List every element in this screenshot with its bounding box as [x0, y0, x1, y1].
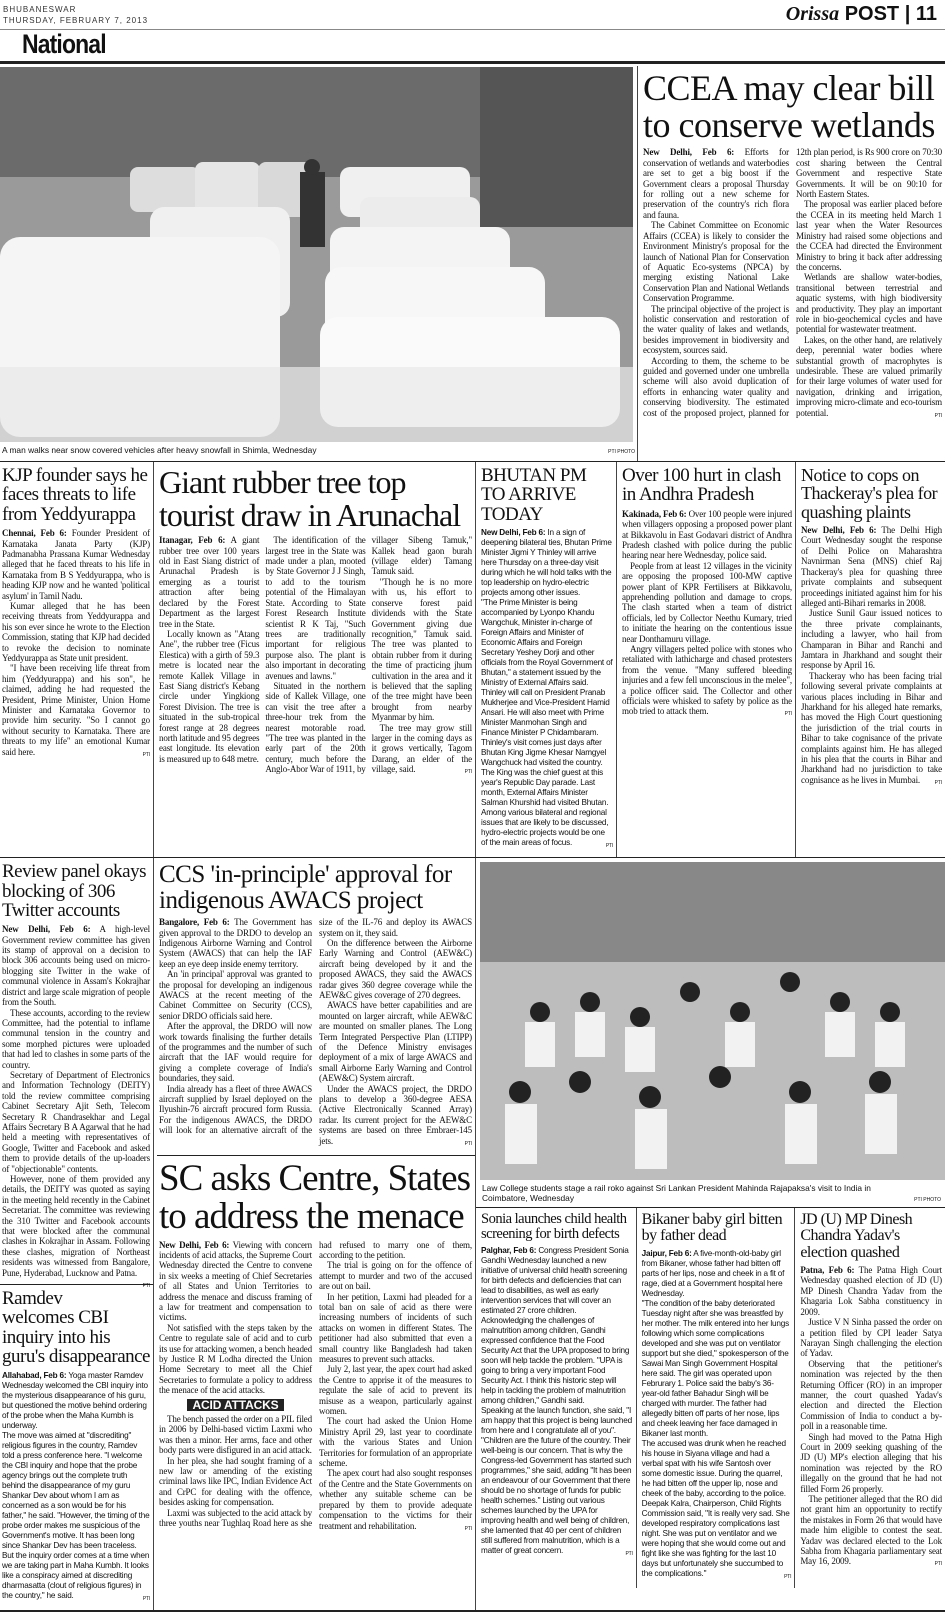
paragraph-text: India already has a fleet of three AWACS aircraft supplied by Israel deployed on the Ilyushin-76 aircraft procured form Russia. For the indigenous AWACS, the DRDO will look for an alternative aircraft of the size of the IL-76 and deploy its AWACS system on it, they said. — [159, 917, 472, 1136]
brand-name: POST — [844, 3, 900, 25]
paragraph — [319, 1364, 472, 1416]
paragraph — [643, 220, 789, 303]
bikaner-headline: Bikaner baby girl bitten by father dead — [641, 1211, 783, 1245]
paragraph-text: Lakes, on the other hand, are relatively deep, perennial water bodies where substantial growth of macrophytes is undesirable. These are valued primarily for their large volumes of water used for navigation, drinking and irrigation, improving micro-climate and eco-tourism potential. — [796, 334, 942, 418]
paragraph — [2, 1431, 150, 1601]
row-middle — [0, 462, 945, 858]
rubber-headline: Giant rubber tree top tourist draw in Arunachal — [159, 464, 461, 533]
photo2-caption-line — [476, 1180, 945, 1207]
paragraph — [319, 1416, 472, 1468]
photo2-credit: PTI PHOTO — [914, 1197, 941, 1204]
paragraph-text: The move was aimed at "discrediting" religious figures in the country, Ramdev told a press conference here. "I welcome the CBI inquiry and hope that the probe agency brings out the complete truth behind the disappearance of my guru Shankar Dev about whom I am as concerned as a son would be for his father," he said. "However, the timing of the probe order makes me suspicious of the Government's motive. It has been long since Shankar Dev has been traceless. But the inquiry order comes at a time when we are taking part in Maha Kumbh. It looks like a conspiracy aimed at discrediting dharmasatta (clout of religious figures) in the country," he said. — [2, 1430, 150, 1600]
paragraph-text: Justice Sunil Gaur issued notices to the three private complainants, including a lawyer, who hail from Champaran in Bihar and Ranchi and Jamtara in Jharkhand and sought their response by April 16. — [801, 608, 942, 671]
city: BHUBANESWAR — [3, 5, 77, 14]
ramdev-headline: Ramdev welcomes CBI inquiry into his guru's disappearance — [2, 1288, 150, 1368]
paragraph — [800, 1432, 942, 1494]
bhutan-headline: BHUTAN PM TO ARRIVE TODAY — [481, 465, 587, 525]
awacs-block — [159, 862, 472, 1149]
paragraph-text: The petitioner alleged that the RO did not grant him an opportunity to rectify the mistakes in Form 26 that would have made him eligible to contest the seat. Yadav was declared elected to the Lok Sabha from Khagaria parliamentary seat May 16, 2009. — [800, 1494, 942, 1567]
paragraph — [159, 535, 259, 629]
ccea-block — [637, 66, 945, 461]
paragraph-text: Kumar alleged that he has been receiving threats from Yeddyurappa and his son ever since he wrote to the Election Commission, stating that KJP had decided to revoke the decision to nominate Yeddyurappa as State unit president. — [2, 600, 150, 663]
dateline: Kakinada, Feb 6: — [622, 508, 687, 519]
credit: PTI — [625, 1550, 633, 1557]
credit: PTI — [142, 1283, 150, 1290]
paragraph — [2, 1070, 150, 1174]
paragraph — [481, 598, 613, 848]
brand-italic: Orissa — [785, 3, 840, 25]
tag-label: ACID ATTACKS — [187, 1399, 285, 1411]
middle-stack — [153, 858, 475, 1609]
paragraph-text: Speaking at the launch function, she said, "I am happy that this project is being launched from here and I congratulate all of you". "Children are the future of the country. Their well-being is our concern. That is why the Congress-led Government has started such programmes," she said, adding "It has been an endeavour of our Government that there should be no shortage of funds for public health schemes." Listing out various schemes launched by the UPA for improving health and well being of children, she lamented that 40 per cent of children still suffered from malnutrition, which is a matter of great concern. — [481, 1405, 632, 1555]
dateline: New Delhi, Feb 6: — [643, 147, 735, 158]
acid-headline: SC asks Centre, States to address the menace — [159, 1158, 470, 1237]
dateline: Jaipur, Feb 6: — [641, 1248, 692, 1258]
paragraph-text: "The Prime Minister is being accompanied by Lyonpo Khandu Wangchuk, Minister in-charge of Foreign Affairs and Minister of Economic Affairs and Foreign Secretary Yeshey Dorji and other officials from the Royal Government of Bhutan," a statement issued by the Ministry of External Affairs said. Thinley will call on President Pranab Mukherjee and Vice-President Hamid Ansari. He will also meet with Prime Minister Manmohan Singh and Finance Minister P Chidambaram. Thinley's visit comes just days after Bhutan King Jigme Khesar Namgyel Wangchuck had visited the country. The King was the chief guest at this year's Republic Day parade. Last month, External Affairs Minister Salman Khurshid had visited Bhutan. Among various bilateral and regional issues that are likely to be discussed, hydro-electric projects would be one of the main areas of focus. — [481, 598, 613, 848]
dateline: New Delhi, Feb 6: — [481, 528, 546, 538]
dateline: New Delhi, Feb 6: — [2, 924, 91, 935]
paragraph-text: Founder President of Karnataka Janata Party (KJP) Padmanabha Prassana Kumar Wednesday alleged that he faced threats to his life in Karnataka from B S Yeddyurappa, who is heading KJP now and he wanted 'political asylum' in Tamil Nadu. — [2, 528, 150, 601]
andhra-block — [616, 462, 795, 857]
paragraph-text: The Patna High Court Wednesday quashed election of JD (U) MP Dinesh Chandra Yadav from the Khagaria Lok Sabha constituency in 2009. — [800, 1265, 942, 1317]
date: THURSDAY, FEBRUARY 7, 2013 — [3, 16, 149, 25]
paragraph — [159, 1240, 312, 1323]
paragraph-text: In a sign of deepening bilateral ties, Bhutan Prime Minister Jigmi Y Thinley will arrive here Thursday on a three-day visit during which he will hold talks with the top leadership on hydro-electric projects among other issues. — [481, 528, 612, 598]
paragraph — [796, 272, 942, 334]
paragraph-text: Wetlands are shallow water-bodies, transitional between terrestrial and aquatic systems, with high biodiversity and productivity. They play an important role in bio-geochemical cycles and have potential for wastewater treatment. — [796, 272, 942, 335]
dateline: Itanagar, Feb 6: — [159, 535, 226, 546]
paragraph-text: Yoga master Ramdev Wednesday welcomed the CBI inquiry into the mysterious disappearance of his guru, but questioned the motive behind ordering of the probe when the Maha Kumbh is underway. — [2, 1370, 148, 1430]
sonia-headline: Sonia launches child health screening for birth defects — [481, 1211, 627, 1242]
paragraph-text: The accused was drunk when he reached his house in Siyana village and had a verbal spat with his wife Santosh over some domestic issue. During the quarrel, he had bitten off the upper lip, nose and cheek of the baby, according to the police. Deepak Kalra, Chairperson, Child Rights Commission said, "It is really very sad. She developed respiratory complications last night. She was put on ventilator and we were hoping that she would come out and fight like she was fighting for the last 10 days but unfortunately she succumbed to the complications." — [641, 1438, 790, 1578]
paragraph — [801, 525, 942, 608]
row-bottom — [0, 858, 945, 1609]
paragraph-text: However, none of them provided any details, the DEITY was quoted as saying in the meeting held recently in the Cabinet Secretariat. The committee was reviewing the 310 Twitter and Facebook accounts that were blocked after the communal clashes in Kokrajhar in Assam. Following these clashes, migration of Northeast residents was witnessed from Bangalore, Pune, Hyderabad, Lucknow and Patna. — [2, 1174, 150, 1278]
paragraph-text: Laxmi was subjected to the acid attack by three youths near Tughlaq Road here as she had refused to marry one of them, according to the petition. — [159, 1239, 472, 1529]
sonia-block — [476, 1208, 636, 1588]
andhra-headline: Over 100 hurt in clash in Andhra Pradesh — [622, 465, 781, 506]
row-top — [0, 66, 945, 462]
paragraph-text: "I have been receiving life threat from him (Yeddyurappa) and his son", he claimed, adding he had requested the President, Prime Minister, Union Home Minister and Karnataka Governor to provide him security. "So I cannot go without security to Karnataka. There are threats to my life" an emotional Kumar said here. — [2, 663, 150, 757]
acid-block — [159, 1160, 472, 1534]
right-stack — [475, 858, 945, 1609]
paragraph — [2, 1174, 150, 1290]
paragraph-text: Under the AWACS project, the DRDO plans to develop a 360-degree AESA (Active Electronically Scanned Array) radar. Its current project for the AEW&C systems are based on three Embraer-145 jets. — [319, 1083, 472, 1146]
paragraph-text: People from at least 12 villages in the vicinity are opposing the proposed 100-MW captive power plant of KPR Fertilisers at Bikkavolu, apprehending pollution and damage to crops. The clash started when a team of district officials, led by Collector Neethu Kumary, tried to initiate the hearing on the contentious issue near Donthamuru village. — [622, 560, 792, 644]
paragraph-text: Situated in the northern side of Kallek Village, one can visit the tree after a three-hour trek from the nearest motorable road. "The tree was planted in the early part of the 20th century, much before the Anglo-Abor War of 1911, by villager Sibeng Tamuk," Kallek head gaon burah (village elder) Tamang Tamuk said. — [265, 535, 472, 775]
paragraph — [2, 663, 150, 757]
paragraph-text: The trial is going on for the offence of attempt to murder and two of the accused are out on bail. — [319, 1260, 472, 1292]
dateline: Palghar, Feb 6: — [481, 1245, 537, 1255]
paragraph — [800, 1494, 942, 1567]
awacs-article — [159, 917, 472, 1149]
paragraph — [481, 528, 613, 598]
paragraph-text: On the difference between the Airborne Early Warning and Control (AEW&C) aircraft being developed by it and the proposed AWACS, they said the AWACS radar gives 360 degree coverage while the AEW&C gives coverage of 270 degrees. — [319, 937, 472, 1000]
paragraph — [159, 1021, 312, 1083]
bikaner-block — [636, 1208, 795, 1588]
snow-photo — [0, 67, 633, 442]
paragraph — [2, 1008, 150, 1070]
dateline: New Delhi, Feb 6: — [159, 1239, 230, 1250]
paragraph-text: Acknowledging the challenges of malnutrition among children, Gandhi expressed confidence that the Food Security Act that the UPA proposed to bring soon will help tackle the problem. "UPA is going to bring a very important Food Security Act. I think this historic step will help in tackling the problem of malnutrition among children," Gandhi said. — [481, 1315, 630, 1405]
paragraph — [2, 924, 150, 1007]
paragraph-text: Locally known as "Atang Ane", the rubber tree (Ficus Elestica) with a girth of 59.3 metre is located near the remote Kallek Village in East Siang district's Kebang circle under Yingkiong Forest Division. The tree is situated in the sub-tropical forest range at 28 degrees north latitude and 95 degrees east longitude. Its elevation is measured up to 648 metre. — [159, 628, 260, 764]
paragraph-text: "The condition of the baby deteriorated Tuesday night after she was breastfed by her mother. The milk entered into her lungs following which some complications developed and she was put on ventilator support but she died," spokesperson of the Sawai Man Singh Government Hospital here said. The girl was operated upon Februrary 1. Police said the baby's 36-year-old father Bahadur Singh will be charged with murder. The father had allegedly bitten off parts of her nose, lips and cheek leaving her face damaged in Bikaner last month. — [641, 1298, 790, 1438]
ccea-headline: CCEA may clear bill to conserve wetlands — [643, 68, 935, 145]
paragraph — [2, 1371, 150, 1431]
acid-article — [159, 1240, 472, 1534]
rubber-block — [153, 462, 475, 857]
paragraph-text: The proposal was earlier placed before the CCEA in its meeting held March 1 last year when the Water Resources Ministry had raised some objections and the CCEA had directed the Environment Ministry to bring it back after addressing the concerns. — [796, 199, 942, 272]
paragraph-text: Angry villagers pelted police with stones who retaliated with lathicharge and chased protesters from the venue. "Many suffered bleeding injuries and a few fell unconscious in the melee", a police officer said. The Collector and other officials were whisked to safety by police as the mob tried to attack them. — [622, 644, 792, 717]
jdu-block — [794, 1208, 945, 1588]
paragraph-text: A five-month-old-baby girl from Bikaner, whose father had bitten off parts of her lips, nose and cheek in a fit of rage, died at a Government hospital here Wednesday. — [641, 1248, 785, 1298]
dateline: Bangalore, Feb 6: — [159, 917, 230, 928]
paragraph-text: The identification of the largest tree in the State was made under a plan, mooted by State Governor J J Singh, to add to the tourism potential of the Himalayan State. According to State Forest Research Institute scientist R K Taj, "Such trees are traditionally important for religious purpose also. The plant is also important in decorating avenues and lawns." — [265, 535, 366, 681]
credit: PTI — [464, 1525, 472, 1532]
paragraph-text: In her plea, she had sought framing of a new law or amending of the existing criminal laws like IPC, Indian Evidence Act and CrPC for dealing with the offence, besides asking for compensation. — [159, 1455, 312, 1508]
credit: PTI — [464, 769, 472, 776]
page-number: | 11 — [904, 3, 937, 25]
paragraph-text: Not satisfied with the steps taken by the Centre to regulate sale of acid and to curb its use for attacking women, a bench headed by Justice R M Lodha directed the Union Home Secretary to meet all the Chief Secretaries to formulate a policy to address the menace of the acid attacks. — [159, 1322, 312, 1396]
kjp-block — [0, 462, 153, 857]
credit: PTI — [784, 1573, 792, 1580]
paragraph — [372, 577, 472, 723]
paragraph-text: Congress President Sonia Gandhi Wednesday launched a new initiative of universal child health screening for birth defects and deficiencies that can lead to disabilities, as well as early intervention services that will cover an estimated 27 crore children. — [481, 1245, 629, 1315]
paragraph-text: "Though he is no more with us, his effort to conserve forest paid dividends with the State Government giving due recognition," Tamuk said. The tree was planted to obtain rubber from it during the time of practicing jhum cultivation in the area and it is believed that the sapling of the tree might have been brought from nearby Myanmar by him. — [371, 576, 472, 723]
credit: PTI — [605, 843, 613, 850]
jdu-headline: JD (U) MP Dinesh Chandra Yadav's election quashed — [800, 1211, 913, 1261]
paragraph — [800, 1317, 942, 1359]
paragraph — [159, 1414, 312, 1456]
dateline: Allahabad, Feb 6: — [2, 1370, 67, 1380]
rubber-article — [159, 535, 472, 777]
paragraph — [319, 1292, 472, 1365]
credit: PTI — [934, 1561, 942, 1568]
paragraph-text: Singh had moved to the Patna High Court in 2009 seeking quashing of the JD (U) MP's election alleging that his nomination was rejected by the RO illegally on the ground that he had not filled Form 26 properly. — [800, 1431, 942, 1494]
paragraph-text: Observing that the petitioner's nomination was rejected by the then Returning Officer (RO) in an improper manner, the court quashed Yadav's election and directed the Election Commission of India to conduct a by-poll in a reasonable time. — [800, 1358, 942, 1432]
paragraph — [159, 969, 312, 1021]
photo2-caption: Law College students stage a rail roko against Sri Lankan President Mahinda Rajapaksa's visit to India in Coimbatore, Wednesday — [482, 1183, 871, 1204]
left-stack — [0, 858, 153, 1609]
photo1-caption: A man walks near snow covered vehicles after heavy snowfall in Shimla, Wednesday — [2, 445, 317, 455]
paragraph — [800, 1359, 942, 1432]
twitter-headline: Review panel okays blocking of 306 Twitter accounts — [2, 861, 147, 921]
paragraph — [372, 723, 472, 775]
paragraph-text: The apex court had also sought responses of the Centre and the State Governments on whether any suitable scheme can be prepared by them to provide adequate compensation to the victims for their treatment and rehabilitation. — [319, 1468, 472, 1531]
paragraph-text: In her petition, Laxmi had pleaded for a total ban on sale of acid as there were increasing numbers of incidents of such attacks on women in different States. The petitioner had also submitted that even a small country like Bangladesh had taken measures to prevent such attacks. — [319, 1291, 472, 1364]
paragraph — [642, 1439, 792, 1579]
paragraph — [643, 147, 789, 220]
paragraph-text: The bench passed the order on a PIL filed in 2006 by Delhi-based victim Laxmi who was then a minor. Her arms, face and other body parts were disfigured in an acid attack. — [159, 1414, 312, 1456]
paragraph — [319, 1468, 472, 1530]
paragraph — [800, 1265, 942, 1317]
paragraph — [159, 917, 312, 969]
dateline: Patna, Feb 6: — [800, 1265, 855, 1276]
paragraph — [801, 671, 942, 785]
paragraph — [796, 199, 942, 272]
paragraph-text: Secretary of Department of Electronics and Information Technology (DEITY) told the review committee comprising Cabinet Secretary Ajit Seth, Telecom Secretary R Chandrasekhar and Legal Affairs Secretary B A Agarwal that he had held a meeting with representatives of Google, Twitter and Facebook and asked them to provide details of the up-loaders of "objectionable" contents. — [2, 1069, 150, 1174]
right-bottom-row — [476, 1207, 945, 1588]
credit: PTI — [784, 711, 792, 718]
thackeray-headline: Notice to cops on Thackeray's plea for quashing plaints — [801, 465, 938, 522]
paragraph — [159, 1456, 312, 1508]
twitter-block — [2, 861, 150, 1290]
paragraph — [622, 509, 792, 561]
photo1-block — [0, 66, 637, 461]
kjp-headline: KJP founder says he faces threats to life from Yeddyurappa — [2, 465, 148, 525]
bikaner-article — [642, 1249, 792, 1579]
paragraph-text: Efforts for conservation of wetlands and waterbodies are set to get a big boost if the Government clears a proposal Thursday for rolling out a new scheme for preservation of the country's rich flora and fauna. — [643, 147, 789, 220]
bhutan-block — [475, 462, 616, 857]
paragraph — [319, 1260, 472, 1291]
paragraph-text: Over 100 people were injured when villagers opposing a proposed power plant at Bikkavolu in East Godavari district of Andhra Pradesh clashed with police during the public hearing near here Wednesday, police said. — [622, 508, 792, 561]
sonia-article — [481, 1246, 633, 1556]
paragraph — [319, 1000, 472, 1083]
paragraph — [159, 629, 259, 764]
paragraph — [265, 535, 365, 681]
paragraph — [796, 335, 942, 418]
andhra-article — [622, 509, 792, 717]
paragraph — [801, 608, 942, 670]
credit: PTI — [934, 412, 942, 419]
paragraph — [642, 1249, 792, 1299]
kjp-article — [2, 528, 150, 757]
photo1-credit: PTI PHOTO — [608, 449, 635, 455]
paragraph-text: Justice V N Sinha passed the order on a petition filed by CPI leader Satya Narayan Singh challenging the election of Yadav. — [800, 1317, 942, 1359]
paragraph — [643, 304, 789, 356]
credit: PTI — [934, 779, 942, 786]
paragraph — [481, 1246, 633, 1316]
acid-attacks-tag — [159, 1399, 312, 1411]
paragraph-text: The Government has given approval to the DRDO to develop an Indigenous Airborne Warning and Control System (AWACS) that can help the IAF keep an eye deep inside enemy territory. — [159, 917, 313, 969]
paragraph-text: According to them, the scheme to be guided and governed under one umbrella scheme will also avoid duplication of efforts in enhancing water quality and conserving biodiversity. The estimated cost of the proposed project, planned for 12th plan period, is Rs 900 crore on 70:30 cost sharing between the Central Government and respective State Governments. It will be on 90:10 for North Eastern States. — [643, 147, 942, 418]
paragraph-text: These accounts, according to the review Committee, had the potential to inflame communal tension in the country and some morphed pictures were uploaded that had led to clashes in some parts of the country. — [2, 1007, 150, 1070]
paragraph-text: The Delhi High Court Wednesday sought the response of Delhi Police on Maharashtra Navnirman Sena (MNS) chief Raj Thackeray's plea for quashing three private complaints and subsequent proceedings initiated against him for his alleged anti-Bihari remarks in 2008. — [801, 525, 943, 608]
protest-photo — [480, 862, 945, 1180]
awacs-headline: CCS 'in-principle' approval for indigenous AWACS project — [159, 861, 452, 914]
paragraph — [481, 1406, 633, 1556]
paragraph-text: Thackeray who has been facing trial following several private complaints at various places including in Bihar and Jharkhand for his alleged hate remarks, has moved the High Court questioning the jurisdiction of the trial courts in Bihar to take cognisance of the private complaints against him. He has alleged in his plea that the courts in Bihar and Jharkhand had no jurisdiction to take cognisance as he lives in Mumbai. — [801, 670, 942, 785]
paragraph — [481, 1316, 633, 1406]
ccea-article — [643, 147, 942, 421]
paragraph — [159, 1323, 312, 1396]
paragraph — [2, 601, 150, 663]
paragraph-text: AWACS have better capabilities and are mounted on larger aircraft, while AEW&C are mounted on smaller planes. The Long Term Integrated Perspective Plan (LTIPP) of the Defence Ministry envisages deployment of a mix of large AWACS and small Airborne Early Warning and Control (AEW&C) System aircraft. — [319, 1000, 472, 1084]
paragraph-text: An 'in principal' approval was granted to the proposal for developing an indigenous AWACS at the recent meeting of the Cabinet Committee on Security (CCS), senior DRDO officials said here. — [159, 969, 312, 1021]
paragraph — [319, 1084, 472, 1146]
paragraph — [319, 938, 472, 1000]
paragraph — [622, 561, 792, 644]
dateline: Chennai, Feb 6: — [2, 528, 67, 539]
paragraph-text: July 2, last year, the apex court had asked the Centre to apprise it of the measures to regulate the sale of acid to prevent its misuse as a weapon, particularly against women. — [319, 1364, 472, 1417]
paragraph — [642, 1299, 792, 1439]
ramdev-block — [2, 1289, 150, 1601]
credit: PTI — [464, 1140, 472, 1147]
jdu-article — [800, 1265, 942, 1567]
thackeray-article — [801, 525, 942, 785]
credit: PTI — [142, 751, 150, 758]
paragraph-text: The principal objective of the project is holistic conservation and restoration of the water quality of lakes and wetlands, besides improvement in biodiversity and ecosystem, sources said. — [643, 303, 789, 356]
paragraph — [622, 644, 792, 717]
thackeray-block — [795, 462, 945, 857]
paragraph — [2, 528, 150, 601]
section-title: National — [22, 29, 106, 59]
paragraph-text: A giant rubber tree over 100 years old in East Siang district of Arunachal Pradesh is emerging as a tourist attraction after being declared by the Forest Department as the largest tree in the State. — [159, 535, 260, 629]
paragraph-text: After the approval, the DRDO will now work towards finalising the further details of the programmes and the number of such aircraft that the IAF would require for giving a complete coverage of India's boundaries, they said. — [159, 1021, 312, 1084]
photo1-caption-line — [0, 442, 637, 459]
paragraph-text: The tree may grow still larger in the coming days as it grows vertically, Tagom Darang, an elder of the village, said. — [371, 722, 472, 775]
dateline: New Delhi, Feb 6: — [801, 525, 877, 536]
paragraph-text: Viewing with concern incidents of acid attacks, the Supreme Court Wednesday directed the Centre to convene in six weeks a meeting of Chief Secretaries of all States and Union Territories to address the menace and discuss framing of a law for treatment and compensation to victims. — [159, 1239, 312, 1323]
credit: PTI — [142, 1595, 150, 1602]
ramdev-article — [2, 1371, 150, 1601]
bhutan-article — [481, 528, 613, 848]
paragraph-text: The court had asked the Union Home Ministry April 29, last year to coordinate with the various States and Union Territories for formulation of an appropriate scheme. — [319, 1416, 472, 1469]
twitter-article — [2, 924, 150, 1290]
paragraph-text: The Cabinet Committee on Economic Affairs (CCEA) is likely to consider the Environment Ministry's proposal for the launch of National Plan for Conservation of Aquatic Eco-systems (NPCA) by merging existing National Lake Conservation Plan and National Wetlands Conservation Programme. — [643, 220, 789, 304]
paragraph-text: A high-level Government review committee has given its stamp of approval on a decision to block 306 accounts being used on micro-blogging site Twitter in the wake of communal violence in Assam's Kokrajhar district and large scale migration of people from the South. — [2, 924, 150, 1008]
